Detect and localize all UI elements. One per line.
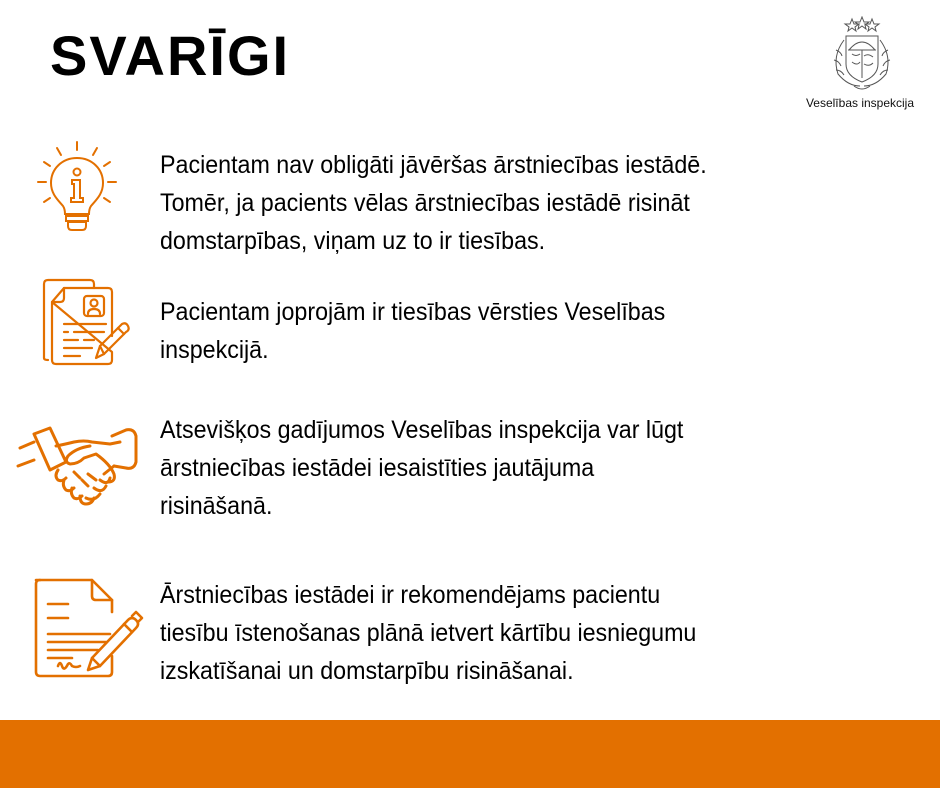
handshake-icon (14, 424, 142, 512)
footer-band (0, 720, 940, 788)
info-text-1 (160, 146, 707, 260)
logo-label: Veselības inspekcija (805, 96, 915, 110)
info-text-4 (160, 576, 696, 690)
page-title: SVARĪGI (50, 24, 291, 87)
text-line: Pacientam joprojām ir tiesības vērsties Veselības (160, 298, 666, 326)
text-line: tiesību īstenošanas plānā ietvert kārtību iesniegumu (160, 619, 697, 647)
text-line: risināšanā. (160, 492, 273, 520)
latvian-coat-of-arms-icon (824, 16, 896, 94)
info-text-3 (160, 411, 683, 525)
signed-document-pen-icon (32, 576, 144, 680)
text-line: Pacientam nav obligāti jāvēršas ārstniecības iestādē. (160, 151, 707, 179)
document-profile-pencil-icon (34, 278, 130, 368)
info-text-2 (160, 293, 665, 369)
text-line: izskatīšanai un domstarpību risināšanai. (160, 657, 574, 685)
text-line: domstarpības, viņam uz to ir tiesības. (160, 227, 546, 255)
text-line: Ārstniecības iestādei ir rekomendējams pacientu (160, 581, 661, 609)
lightbulb-info-icon (30, 140, 124, 236)
text-line: Tomēr, ja pacients vēlas ārstniecības iestādē risināt (160, 189, 690, 217)
text-line: Atsevišķos gadījumos Veselības inspekcija var lūgt (160, 416, 684, 444)
text-line: inspekcijā. (160, 336, 269, 364)
logo (800, 16, 920, 110)
text-line: ārstniecības iestādei iesaistīties jautājuma (160, 454, 595, 482)
